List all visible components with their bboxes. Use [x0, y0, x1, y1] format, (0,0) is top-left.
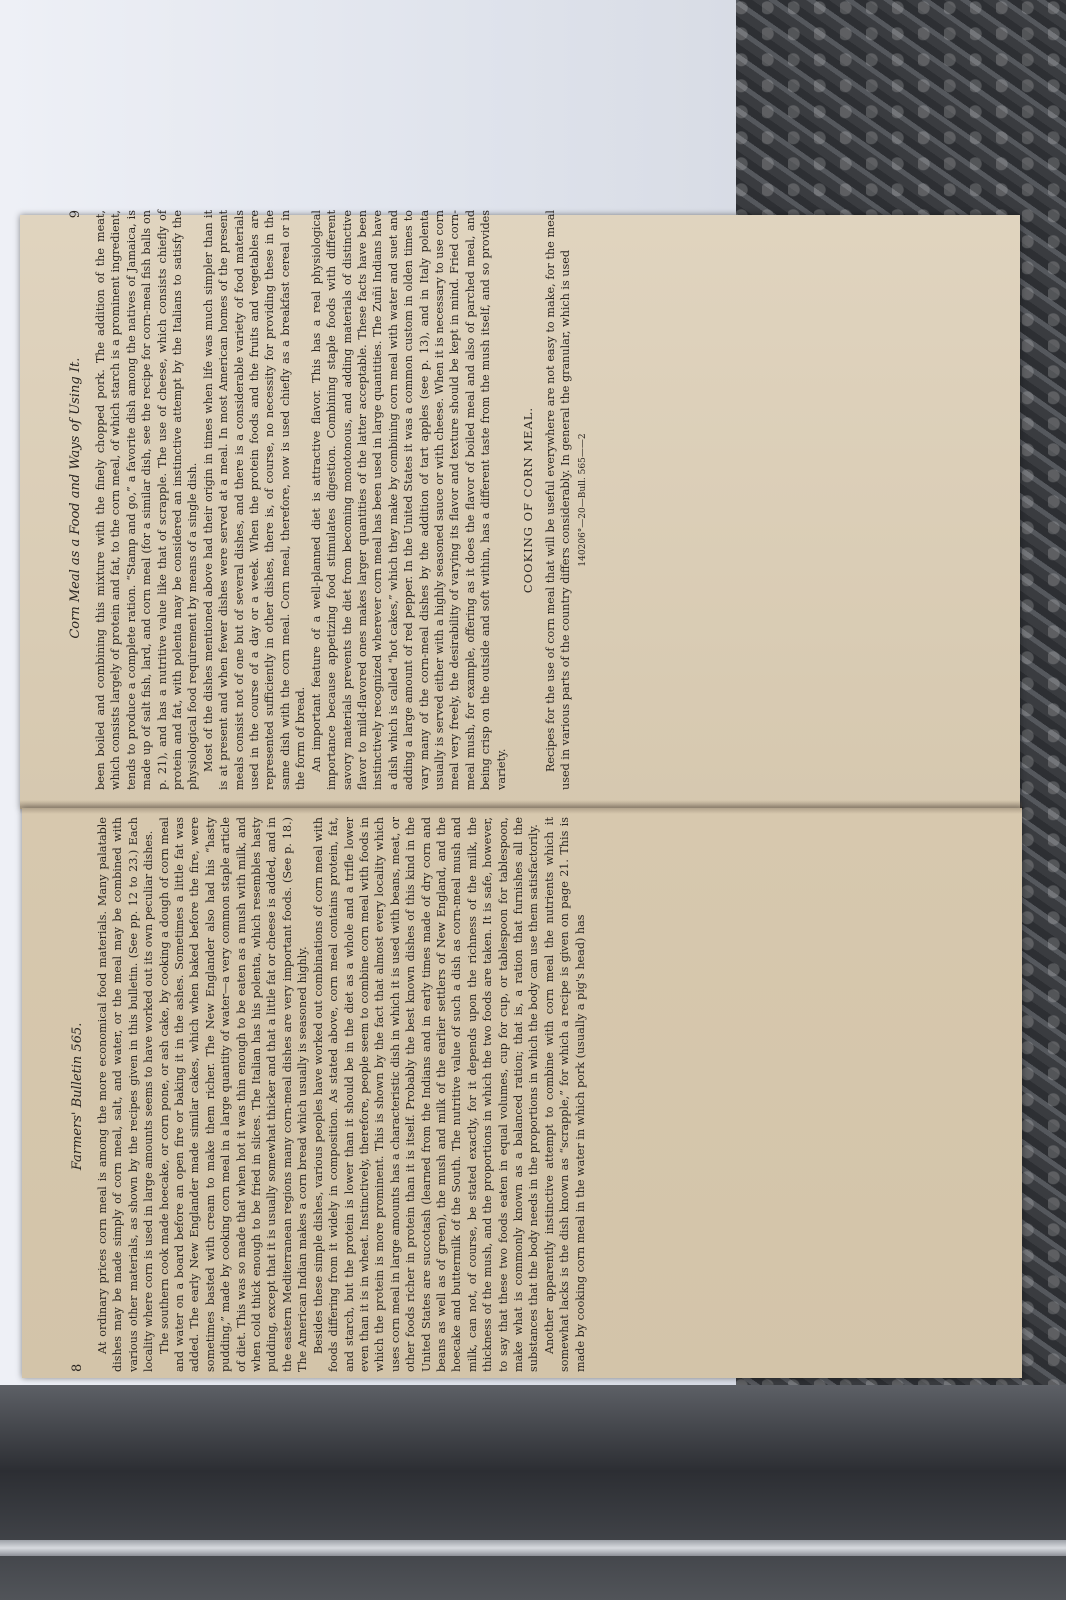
right-running-head	[68, 210, 83, 790]
page-number: 8	[70, 1363, 85, 1372]
paragraph: been boiled and combining this mixture with the finely chopped pork. The addition of the meat, which consists largely of protein and fat, to the corn meal, of which starch is a prominent ingredient, tends to produce a complete ration. “Stamp and go,” a favorite dish among the natives of Jamaica, is made up of salt fish, lard, and corn meal (for a similar dish, see the recipe for corn-meal fish balls on p. 21), and has a nutritive value like that of scrapple. The use of cheese, which consists chiefly of protein and fat, with polenta may be considered an instinctive attempt by the Italians to satisfy the physiological food requirement by means of a single dish.	[94, 210, 200, 790]
printer-footer: 140206°—20—Bull. 565——2	[577, 433, 588, 567]
paragraph: Besides these simple dishes, various peoples have worked out combinations of corn meal with foods differing from it widely in composition. As stated above, corn meal contains protein, fat, and starch, but the protein is lower than it should be in the diet as a whole and a trifle lower even than it is in wheat. Instinctively, therefore, people seem to combine corn meal with foods in which the protein is more prominent. This is shown by the fact that almost every locality which uses corn meal in large amounts has a characteristic dish in which it is used with beans, meat, or other foods richer in protein than it is itself. Probably the best known dishes of this kind in the United States are succotash (learned from the Indians and in early times made of dry corn and beans as well as of green), the mush and milk of the earlier settlers of New England, and the hoecake and buttermilk of the South. The nutritive value of such a dish as corn-meal mush and milk, can not, of course, be stated exactly, for it depends upon the richness of the milk, the thickness of the mush, and the proportions in which the two foods are taken. It is safe, however, to say that these two foods eaten in equal volumes, cup for cup, or tablespoon for tablespoon, make what is commonly known as a balanced ration; that is, a ration that furnishes all the substances that the body needs in the proportions in which the body can use them satisfactorily.	[311, 817, 541, 1372]
left-running-head	[70, 817, 85, 1372]
metal-rail	[0, 1540, 1066, 1556]
left-page-text	[70, 817, 930, 1372]
paragraph: An important feature of a well-planned diet is attractive flavor. This has a real physiological importance because appetizing food stimulates digestion. Combining staple foods with different savory materials prevents the diet from becoming monotonous, and adding materials of distinctive flavor to mild-flavored ones makes larger quantities of the latter acceptable. These facts have been instinctively recognized wherever corn meal has been used in large quantities. The Zuñi Indians have a dish which is called “hot cakes,” which they make by combining corn meal with water and suet and adding a large amount of red pepper. In the United States it was a common custom in olden times to vary many of the corn-meal dishes by the addition of tart apples (see p. 13), and in Italy polenta usually is served either with a highly seasoned sauce or with cheese. When it is necessary to use corn meal very freely, the desirability of varying its flavor and texture should be kept in mind. Fried corn-meal mush, for example, offering as it does the flavor of boiled meal and also of parched meal, and being crisp on the outside and soft within, has a different taste from the mush itself, and so provides variety.	[309, 210, 508, 790]
paragraph: Recipes for the use of corn meal that will be useful everywhere are not easy to make, for the meal used in various parts of the country differs considerably. In general the granular, which is used	[543, 210, 573, 790]
section-heading: COOKING OF CORN MEAL.	[520, 406, 535, 594]
booklet-fold	[20, 800, 1022, 814]
page-number: 9	[68, 210, 83, 219]
paragraph: At ordinary prices corn meal is among the more economical food materials. Many palatable dishes may be made simply of corn meal, salt, and water, or the meal may be combined with various other materials, as shown by the recipes given in this bulletin. (See pp. 12 to 23.) Each locality where corn is used in large amounts seems to have worked out its own peculiar dishes.	[96, 817, 156, 1372]
dark-surface-edge	[0, 1385, 1066, 1600]
paragraph: The southern cook made hoecake, or corn pone, or ash cake, by cooking a dough of corn meal and water on a board before an open fire or baking it in the ashes. Sometimes a little fat was added. The early New Englander made similar cakes, which when baked before the fire, were sometimes basted with cream to make them richer. The New Englander also had his “hasty pudding,” made by cooking corn meal in a large quantity of water—a very common staple article of diet. This was so made that when hot it was thin enough to be eaten as a mush with milk, and when cold thick enough to be fried in slices. The Italian has his polenta, which resembles hasty pudding, except that it is usually somewhat thicker and that a little fat or cheese is added, and in the eastern Mediterranean regions many corn-meal dishes are very important foods. (See p. 18.) The American Indian makes a corn bread which usually is seasoned highly.	[157, 817, 310, 1372]
running-title: Farmers' Bulletin 565.	[70, 1022, 85, 1171]
paragraph: Another apparently instinctive attempt to combine with corn meal the nutrients which it somewhat lacks is the dish known as “scrapple,” for which a recipe is given on page 21. This is made by cooking corn meal in the water in which pork (usually a pig's head) has	[542, 817, 587, 1372]
running-title: Corn Meal as a Food and Ways of Using It.	[68, 357, 83, 639]
paragraph: Most of the dishes mentioned above had their origin in times when life was much simpler than it is at present and when fewer dishes were served at a meal. In most American homes of the present meals consist not of one but of several dishes, and there is a considerable variety of food materials used in the course of a day or a week. When the protein foods and the fruits and vegetables are represented sufficiently in other dishes, there is, of course, no necessity for providing these in the same dish with the corn meal. Corn meal, therefore, now is used chiefly as a breakfast cereal or in the form of bread.	[201, 210, 308, 790]
right-page-text	[68, 210, 898, 790]
